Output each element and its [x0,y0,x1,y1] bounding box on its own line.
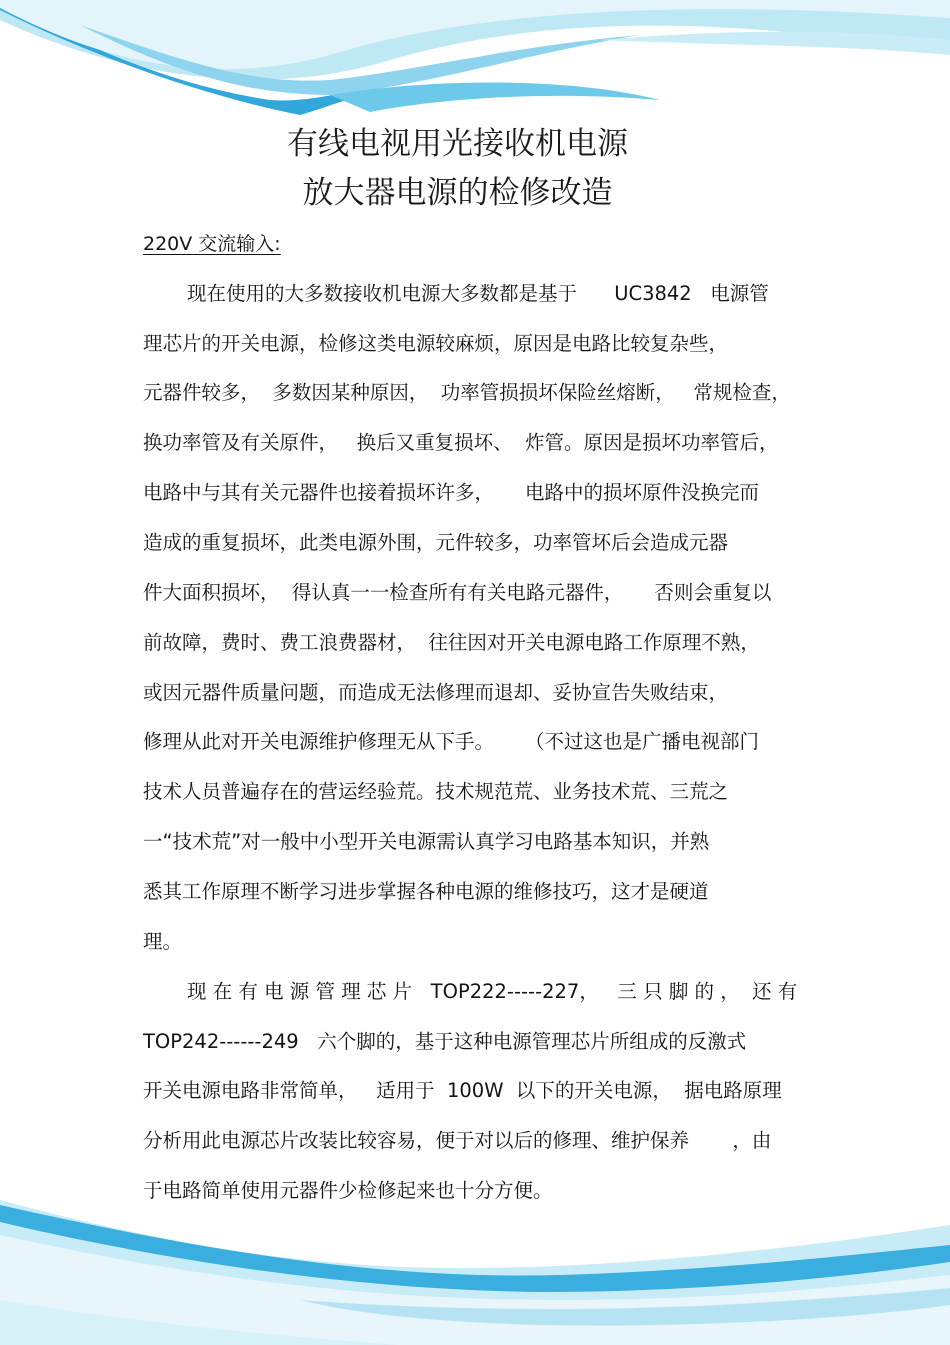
paragraph-line: 造成的重复损坏，此类电源外围，元件较多，功率管坏后会造成元器 [143,531,729,554]
paragraph-line: TOP242------249 六个脚的，基于这种电源管理芯片所组成的反激式 [143,1030,747,1053]
paragraph-line: 现 在 有 电 源 管 理 芯 片 TOP222-----227， 三 只 脚 的 ， 还 有 [187,980,798,1003]
paragraph-line: 修理从此对开关电源维护修理无从下手。 （不过这也是广播电视部门 [143,730,759,753]
paragraph-line: 悉其工作原理不断学习进步掌握各种电源的维修技巧，这才是硬道 [143,880,709,903]
section-heading: 220V 交流输入: [143,233,281,255]
paragraph-line: 开关电源电路非常简单， 适用于 100W 以下的开关电源， 据电路原理 [143,1079,782,1102]
paragraph-line: 件大面积损坏， 得认真一一检查所有有关电路元器件， 否则会重复以 [143,581,772,604]
paragraph-line: 技术人员普遍存在的营运经验荒。技术规范荒、业务技术荒、三荒之 [143,780,729,803]
document-title-line-2: 放大器电源的检修改造 [302,175,613,211]
paragraph-line: 换功率管及有关原件， 换后又重复损坏、 炸管。原因是损坏功率管后， [143,431,779,454]
paragraph-line: 或因元器件质量问题，而造成无法修理而退却、妥协宣告失败结束， [143,681,729,704]
paragraph-line: 现在使用的大多数接收机电源大多数都是基于 UC3842 电源管 [187,282,769,305]
paragraph-line: 理。 [143,930,183,953]
paragraph-line: 于电路简单使用元器件少检修起来也十分方便。 [143,1179,553,1202]
paragraph-line: 元器件较多， 多数因某种原因， 功率管损损坏保险丝熔断， 常规检查， [143,381,791,404]
paragraph-line: 电路中与其有关元器件也接着损坏许多， 电路中的损坏原件没换完而 [143,481,759,504]
paragraph-line: 理芯片的开关电源，检修这类电源较麻烦，原因是电路比较复杂些， [143,332,729,355]
paragraph-line: 分析用此电源芯片改装比较容易，便于对以后的修理、维护保养 ，由 [143,1129,772,1152]
paragraph-line: 前故障，费时、费工浪费器材， 往往因对开关电源电路工作原理不熟， [143,631,760,654]
document-title-line-1: 有线电视用光接收机电源 [287,126,628,162]
paragraph-line: 一“技术荒”对一般中小型开关电源需认真学习电路基本知识，并熟 [143,830,710,853]
